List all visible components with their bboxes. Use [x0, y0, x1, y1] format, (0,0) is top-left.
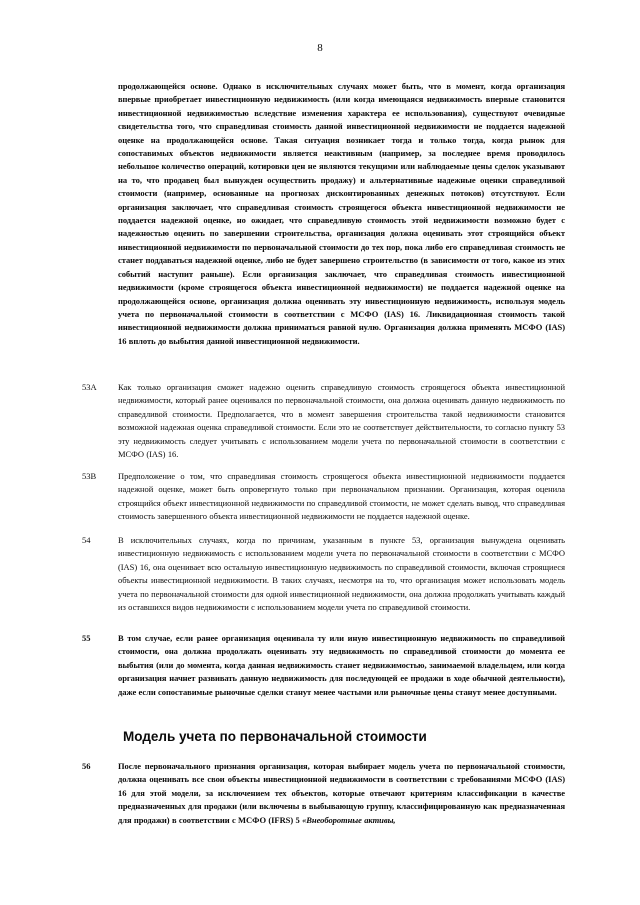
- intro-paragraph: продолжающейся основе. Однако в исключительных случаях может быть, что в момент, когда организация впервые приобретает инвестиционную недвижимость (или когда имеющаяся недвижимость впервые становится инвестиционной недвижимостью вследствие изменения характера ее использования), существуют очевидные свидетельства того, что справедливая стоимость данной инвестиционной недвижимости не поддается надежной оценке на продолжающейся основе. Такая ситуация возникает тогда и только тогда, когда рынок для сопоставимых объектов недвижимости является неактивным (например, за последнее время проводилось небольшое количество операций, котировки цен не являются текущими или наблюдаемые цены сделок указывают на то, что продавец был вынужден осуществить продажу) и альтернативные надежные оценки справедливой стоимости (например, основанные на прогнозах дисконтированных денежных потоков) отсутствуют. Если организация заключает, что справедливая стоимость строящегося объекта инвестиционной недвижимости не поддается надежной оценке, но ожидает, что справедливую стоимость этой недвижимости возможно будет с надежностью оценить по завершении строительства, организация должна оценивать этот строящийся объект инвестиционной недвижимости по первоначальной стоимости до тех пор, пока либо его справедливая стоимость не станет поддаваться надежной оценке, либо не будет завершено строительство (в зависимости от того, какое из этих событий наступит раньше). Если организация заключает, что справедливая стоимость инвестиционной недвижимости (кроме строящегося объекта инвестиционной недвижимости) не поддается надежной оценке на продолжающейся основе, организация должна оценивать эту инвестиционную недвижимость, используя модель учета по первоначальной стоимости в соответствии с МСФО (IAS) 16. Ликвидационная стоимость такой инвестиционной недвижимости должна приниматься равной нулю. Организация должна применять МСФО (IAS) 16 вплоть до выбытия данной инвестиционной недвижимости.: [118, 81, 565, 346]
- paragraph-54: В исключительных случаях, когда по причинам, указанным в пункте 53, организация вынуждена оценивать инвестиционную недвижимость с использованием модели учета по первоначальной стоимости в соответствии с МСФО (IAS) 16, она оценивает всю остальную инвестиционную недвижимость по справедливой стоимости, включая строящиеся объекты инвестиционной недвижимости. В таких случаях, несмотря на то, что организация может использовать модель учета по первоначальной стоимости для одной инвестиционной недвижимости, она должна продолжать учитывать каждый из оставшихся видов недвижимости с использованием модели учета по справедливой стоимости.: [118, 535, 565, 613]
- paragraph-number-55: 55: [82, 633, 91, 643]
- paragraph-number-56: 56: [82, 761, 91, 771]
- page-number: 8: [317, 42, 323, 54]
- paragraph-56-italic: «Внеоборотные активы,: [302, 814, 396, 825]
- paragraph-number-53a: 53A: [82, 382, 97, 392]
- paragraph-53b: Предположение о том, что справедливая стоимость строящегося объекта инвестиционной недвижимости поддается надежной оценке, может быть опровергнуто только при первоначальном признании. Организация, которая оценила строящийся объект инвестиционной недвижимости по справедливой стоимости, не может сделать вывод, что справедливая стоимость завершенного объекта инвестиционной недвижимости не поддается надежной оценке.: [118, 471, 565, 522]
- paragraph-55: В том случае, если ранее организация оценивала ту или иную инвестиционную недвижимость по справедливой стоимости, она должна продолжать оценивать эту недвижимость по справедливой стоимости до момента ее выбытия (или до момента, когда данная недвижимость станет недвижимостью, занимаемой владельцем, или когда организация начнет развивать данную недвижимость для последующей ее продажи в ходе обычной деятельности), даже если сопоставимые рыночные сделки станут менее частыми или рыночные цены станут менее доступными.: [118, 633, 565, 697]
- paragraph-56: [118, 760, 565, 827]
- paragraph-56-text: После первоначального признания организация, которая выбирает модель учета по первоначальной стоимости, должна оценивать все свои объекты инвестиционной недвижимости в соответствии с требованиями МСФО (IAS) 16 для этой модели, за исключением тех объектов, которые отвечают критериям классификации в качестве предназначенных для продажи (или включены в выбывающую группу, классифицированную как предназначенная для продажи) в соответствии с МСФО (IFRS) 5: [118, 761, 565, 825]
- paragraph-number-53b: 53B: [82, 471, 97, 481]
- section-heading: Модель учета по первоначальной стоимости: [123, 729, 427, 744]
- paragraph-53a: Как только организация сможет надежно оценить справедливую стоимость строящегося объекта инвестиционной недвижимости, который ранее оценивался по первоначальной стоимости, она должна оценивать данную недвижимость по справедливой стоимости. Предполагается, что в момент завершения строительства такой недвижимости становится возможной надежная оценка справедливой стоимости. Если это не соответствует действительности, то согласно пункту 53 эту недвижимость следует учитывать с использованием модели учета по первоначальной стоимости в соответствии с МСФО (IAS) 16.: [118, 382, 565, 460]
- paragraph-number-54: 54: [82, 535, 91, 545]
